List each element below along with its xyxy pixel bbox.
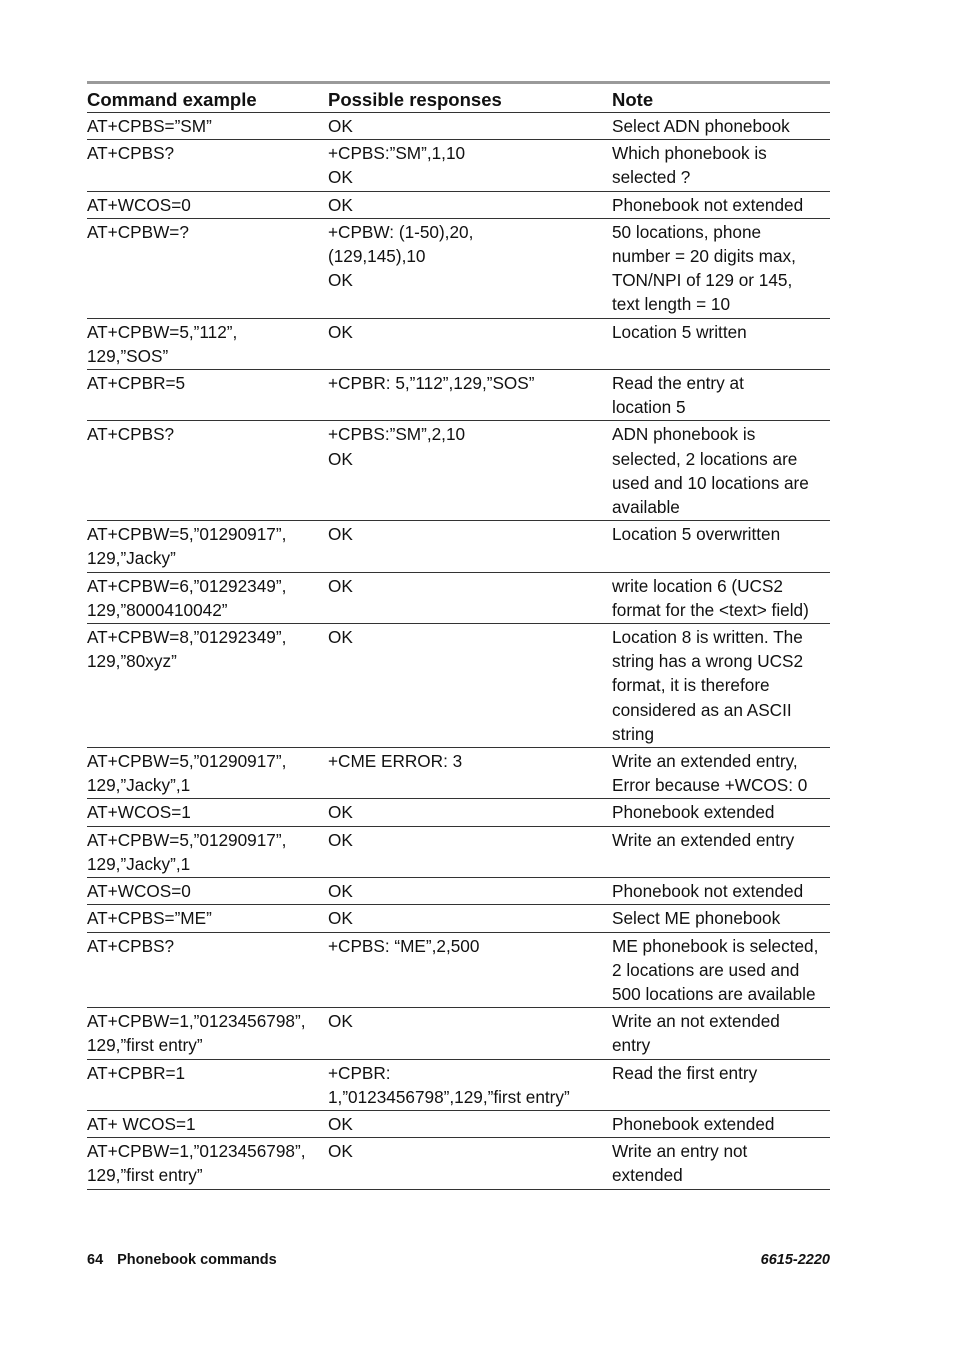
cell-response: OK <box>328 624 612 748</box>
table-row <box>87 113 830 140</box>
cell-note: Phonebook extended <box>612 799 830 826</box>
cell-response: OK <box>328 318 612 369</box>
cell-note: Read the entry at location 5 <box>612 370 830 421</box>
cell-command: AT+WCOS=0 <box>87 878 328 905</box>
footer-left <box>87 1252 277 1268</box>
document-code: 6615-2220 <box>760 1252 830 1268</box>
table-row <box>87 1138 830 1189</box>
cell-command: AT+CPBS=”SM” <box>87 113 328 140</box>
cell-note: write location 6 (UCS2 format for the <text> field) <box>612 572 830 623</box>
cell-command: AT+CPBW=8,”01292349”, 129,”80xyz” <box>87 624 328 748</box>
table-row <box>87 140 830 191</box>
cell-note: Write an extended entry <box>612 826 830 877</box>
cell-response: OK <box>328 878 612 905</box>
table-row <box>87 826 830 877</box>
cell-response: +CPBS: “ME”,2,500 <box>328 932 612 1008</box>
cell-note: Location 8 is written. The string has a wrong UCS2 format, it is therefore considered as an ASCII string <box>612 624 830 748</box>
cell-command: AT+CPBS=”ME” <box>87 905 328 932</box>
cell-note: Write an not extended entry <box>612 1008 830 1059</box>
cell-command: AT+CPBS? <box>87 140 328 191</box>
cell-response: OK <box>328 826 612 877</box>
page-number: 64 <box>87 1252 104 1268</box>
cell-command: AT+WCOS=1 <box>87 799 328 826</box>
table-body <box>87 113 830 1190</box>
cell-note: Phonebook extended <box>612 1110 830 1137</box>
cell-response: OK <box>328 113 612 140</box>
cell-command: AT+CPBW=? <box>87 218 328 318</box>
table-row <box>87 191 830 218</box>
cell-response: OK <box>328 521 612 572</box>
cell-command: AT+CPBS? <box>87 421 328 521</box>
cell-note: ME phonebook is selected, 2 locations are used and 500 locations are available <box>612 932 830 1008</box>
cell-note: Location 5 overwritten <box>612 521 830 572</box>
cell-response: OK <box>328 572 612 623</box>
table-row <box>87 521 830 572</box>
cell-note: Phonebook not extended <box>612 191 830 218</box>
cell-command: AT+CPBR=1 <box>87 1059 328 1110</box>
cell-command: AT+WCOS=0 <box>87 191 328 218</box>
cell-note: Read the first entry <box>612 1059 830 1110</box>
cell-command: AT+ WCOS=1 <box>87 1110 328 1137</box>
cell-response: +CME ERROR: 3 <box>328 748 612 799</box>
cell-command: AT+CPBR=5 <box>87 370 328 421</box>
cell-response: OK <box>328 799 612 826</box>
section-title: Phonebook commands <box>117 1252 277 1268</box>
cell-command: AT+CPBW=5,”01290917”, 129,”Jacky”,1 <box>87 748 328 799</box>
cell-response: +CPBW: (1-50),20, (129,145),10 OK <box>328 218 612 318</box>
cell-response: +CPBS:”SM”,1,10 OK <box>328 140 612 191</box>
table-row <box>87 370 830 421</box>
cell-note: Write an extended entry, Error because +WCOS: 0 <box>612 748 830 799</box>
cell-command: AT+CPBW=5,”01290917”, 129,”Jacky”,1 <box>87 826 328 877</box>
table-row <box>87 799 830 826</box>
cell-response: OK <box>328 1008 612 1059</box>
cell-response: OK <box>328 905 612 932</box>
table-row <box>87 932 830 1008</box>
command-table-container <box>87 81 830 1190</box>
table-row <box>87 878 830 905</box>
cell-command: AT+CPBW=5,”112”, 129,”SOS” <box>87 318 328 369</box>
cell-command: AT+CPBW=1,”0123456798”, 129,”first entry” <box>87 1008 328 1059</box>
table-row <box>87 218 830 318</box>
cell-note: ADN phonebook is selected, 2 locations are used and 10 locations are available <box>612 421 830 521</box>
header-possible-responses: Possible responses <box>328 83 612 113</box>
cell-response: +CPBR: 5,”112”,129,”SOS” <box>328 370 612 421</box>
cell-note: Write an entry not extended <box>612 1138 830 1189</box>
cell-response: OK <box>328 191 612 218</box>
cell-note: 50 locations, phone number = 20 digits max, TON/NPI of 129 or 145, text length = 10 <box>612 218 830 318</box>
cell-command: AT+CPBW=5,”01290917”, 129,”Jacky” <box>87 521 328 572</box>
cell-note: Location 5 written <box>612 318 830 369</box>
page-footer <box>87 1252 830 1270</box>
header-command-example: Command example <box>87 83 328 113</box>
header-note: Note <box>612 83 830 113</box>
cell-response: +CPBR: 1,”0123456798”,129,”first entry” <box>328 1059 612 1110</box>
table-row <box>87 748 830 799</box>
cell-command: AT+CPBW=1,”0123456798”, 129,”first entry” <box>87 1138 328 1189</box>
table-row <box>87 421 830 521</box>
cell-command: AT+CPBW=6,”01292349”, 129,”8000410042” <box>87 572 328 623</box>
cell-response: +CPBS:”SM”,2,10 OK <box>328 421 612 521</box>
table-header-row <box>87 83 830 113</box>
table-row <box>87 1059 830 1110</box>
table-row <box>87 318 830 369</box>
cell-response: OK <box>328 1138 612 1189</box>
table-row <box>87 624 830 748</box>
cell-note: Which phonebook is selected ? <box>612 140 830 191</box>
cell-note: Select ADN phonebook <box>612 113 830 140</box>
cell-note: Phonebook not extended <box>612 878 830 905</box>
cell-command: AT+CPBS? <box>87 932 328 1008</box>
table-row <box>87 905 830 932</box>
cell-note: Select ME phonebook <box>612 905 830 932</box>
table-row <box>87 572 830 623</box>
table-row <box>87 1008 830 1059</box>
cell-response: OK <box>328 1110 612 1137</box>
command-table <box>87 81 830 1190</box>
table-row <box>87 1110 830 1137</box>
